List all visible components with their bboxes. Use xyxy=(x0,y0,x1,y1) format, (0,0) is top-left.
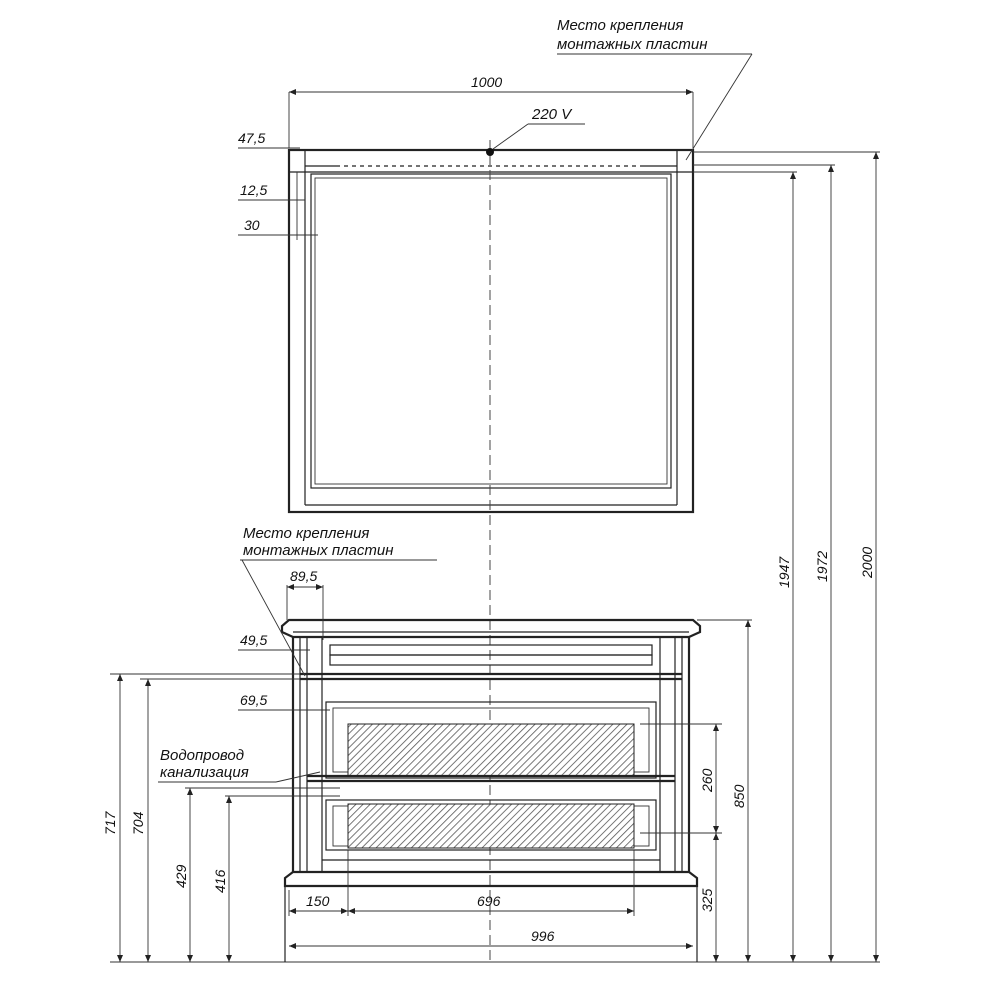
mirror-outer-frame xyxy=(289,150,693,512)
mount-mid-callout xyxy=(240,525,437,676)
power-leader xyxy=(493,124,528,149)
plumbing-label-1: Водопровод xyxy=(160,747,245,764)
mount-mid-label-2: монтажных пластин xyxy=(243,542,394,559)
dim-416-label: 416 xyxy=(212,869,228,893)
dim-260-label: 260 xyxy=(699,768,715,792)
mirror-glass-inner xyxy=(315,178,667,484)
dim-2000-label: 2000 xyxy=(859,546,875,578)
drawer-bottom-insert xyxy=(348,804,634,848)
mount-top-callout xyxy=(557,17,752,160)
mount-mid-label-1: Место крепления xyxy=(243,525,370,542)
dim-cabinet-left xyxy=(238,568,330,710)
countertop xyxy=(282,620,700,637)
dim-996-label: 996 xyxy=(531,928,555,944)
dim-696-label: 696 xyxy=(477,893,501,909)
dim-850-label: 850 xyxy=(731,784,747,808)
dim-1000-label: 1000 xyxy=(471,74,503,90)
dim-mirror-width xyxy=(289,74,693,148)
power-label: 220 V xyxy=(532,106,572,123)
dim-47-5-label: 47,5 xyxy=(238,130,266,146)
plumbing-callout xyxy=(158,747,320,782)
dim-12-5-label: 12,5 xyxy=(240,182,268,198)
dim-mirror-left-offsets xyxy=(238,130,318,240)
dim-704-label: 704 xyxy=(130,811,146,835)
power-outlet-point xyxy=(486,148,494,156)
mirror xyxy=(289,150,693,512)
dim-69-5-label: 69,5 xyxy=(240,692,268,708)
plumbing-label-2: канализация xyxy=(160,764,249,781)
drawer-top-insert xyxy=(348,724,634,776)
dim-1947-label: 1947 xyxy=(776,556,792,588)
mirror-glass xyxy=(311,174,671,488)
dim-1972-label: 1972 xyxy=(814,550,830,582)
mount-top-label-1: Место крепления xyxy=(557,17,684,34)
mount-top-label-2: монтажных пластин xyxy=(557,36,708,53)
plinth xyxy=(285,872,697,886)
dim-150-label: 150 xyxy=(306,893,330,909)
dim-30-label: 30 xyxy=(244,217,260,233)
dim-widths-bottom xyxy=(289,850,693,946)
dim-89-5-label: 89,5 xyxy=(290,568,318,584)
dim-49-5-label: 49,5 xyxy=(240,632,268,648)
dim-717-label: 717 xyxy=(102,811,118,835)
dim-heights-left xyxy=(102,674,340,962)
dim-325-label: 325 xyxy=(699,888,715,912)
dim-cabinet-right xyxy=(640,620,752,962)
dim-429-label: 429 xyxy=(173,864,189,888)
